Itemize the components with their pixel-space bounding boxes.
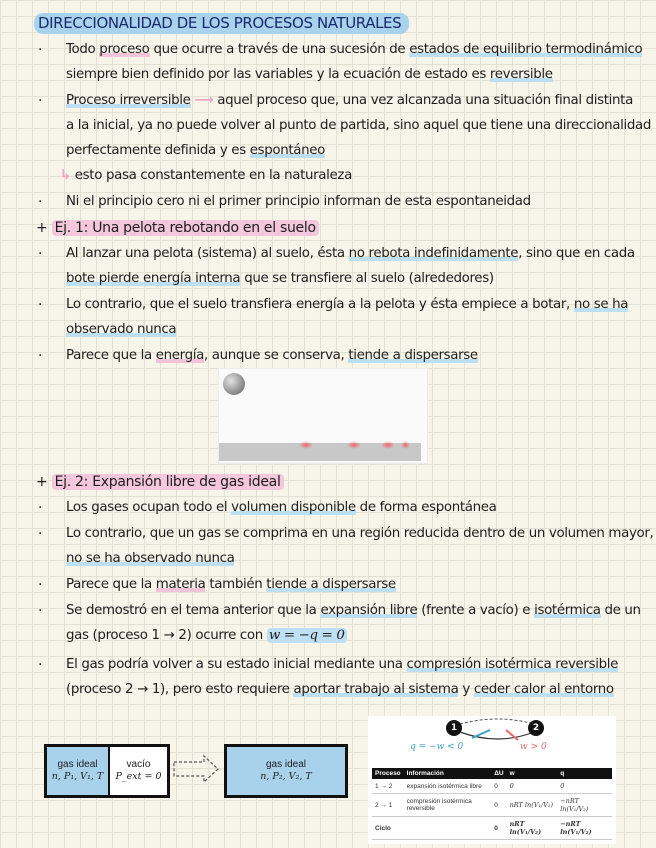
bounce-mark — [299, 441, 313, 449]
ex2-b3: Parece que la materia también tiende a dispersarse — [66, 577, 396, 592]
ex2-b4-line2: gas (proceso 1 → 2) ocurre con w = −q = 0 — [66, 628, 345, 643]
ex1-b2-line2: observado nunca — [66, 322, 177, 337]
gas-before-box — [44, 744, 170, 798]
intro-b2-line3: perfectamente definida y es espontáneo — [66, 143, 326, 158]
col-header: Información — [404, 768, 492, 779]
bullet-dot: · — [38, 93, 43, 109]
intro-b3: Ni el principio cero ni el primer principio informan de esta espontaneidad — [66, 194, 531, 209]
vacuum-region: vacío P_ext = 0 — [115, 759, 162, 782]
table-row: 1 → 2 expansión isotérmica libre 0 0 0 — [372, 779, 612, 794]
bouncing-ball-illustration — [218, 368, 428, 464]
bounce-mark — [381, 441, 395, 449]
ex1-b1-line1: Al lanzar una pelota (sistema) al suelo, ésta no rebota indefinidamente, sino que en cada — [66, 246, 635, 261]
bullet-dot: · — [38, 500, 43, 516]
intro-b1-line1: Todo proceso que ocurre a través de una sucesión de estados de equilibrio termodinámico — [66, 42, 643, 57]
arrow-out-icon — [472, 730, 490, 738]
table-row: Ciclo 0 nRT ln(V₁/V₂) −nRT ln(V₁/V₂) — [372, 817, 612, 840]
gas-region: gas ideal n, P₁, V₁, T — [47, 747, 110, 795]
bullet-dot: · — [38, 657, 43, 673]
col-header: Proceso — [372, 768, 404, 779]
ex2-heading: + Ej. 2: Expansión libre de gas ideal — [36, 470, 284, 494]
ex1-b3: Parece que la energía, aunque se conserva, tiende a dispersarse — [66, 348, 478, 363]
bullet-dot: · — [38, 297, 43, 313]
ball-icon — [223, 373, 245, 395]
state-1-node: 1 — [446, 720, 462, 736]
bullet-dot: · — [38, 603, 43, 619]
cycle-left-label: q = −w < 0 — [410, 742, 464, 752]
process-table-panel — [368, 716, 616, 844]
bullet-dot: · — [38, 526, 43, 542]
bullet-dot: · — [38, 194, 43, 210]
bullet-dot: · — [38, 577, 43, 593]
bullet-dot: · — [38, 246, 43, 262]
intro-b1-line2: siempre bien definido por las variables y la ecuación de estado es reversible — [66, 67, 553, 82]
page-title: DIRECCIONALIDAD DE LOS PROCESOS NATURALES — [34, 13, 409, 34]
ex2-b1: Los gases ocupan todo el volumen disponible de forma espontánea — [66, 500, 497, 515]
cycle-right-label: w > 0 — [520, 742, 547, 752]
col-header: q — [557, 768, 612, 779]
intro-b2-line4: ↳ esto pasa constantemente en la naturaleza — [60, 168, 352, 183]
ex2-b4-line1: Se demostró en el tema anterior que la expansión libre (frente a vacío) e isotérmica de un — [66, 603, 641, 618]
ex2-b2-line2: no se ha observado nunca — [66, 551, 235, 566]
return-arrow-icon: ↳ — [60, 168, 71, 183]
state-2-node: 2 — [528, 720, 544, 736]
bullet-dot: · — [38, 42, 43, 58]
bounce-mark — [347, 441, 361, 449]
arrow-right-icon: ⟶ — [194, 93, 214, 108]
ex2-b5-line2: (proceso 2 → 1), pero esto requiere aportar trabajo al sistema y ceder calor al entorno — [66, 682, 614, 697]
ex2-b5-line1: El gas podría volver a su estado inicial mediante una compresión isotérmica reversible — [66, 657, 618, 672]
ex1-b2-line1: Lo contrario, que el suelo transfiera energía a la pelota y ésta empiece a botar, no se ha — [66, 297, 629, 312]
table-header-row — [372, 768, 612, 779]
process-arrow-icon — [170, 752, 222, 786]
col-header: w — [507, 768, 558, 779]
ex1-b1-line2: bote pierde energía interna que se transfiere al suelo (alrededores) — [66, 271, 494, 286]
gas-after-box — [224, 744, 348, 798]
intro-b2-line2: a la inicial, ya no puede volver al punto de partida, sino aquel que tiene una direccionalidad — [66, 118, 652, 133]
gas-region-expanded: gas ideal n, P₂, V₂, T — [260, 759, 312, 782]
cycle-diagram — [368, 716, 616, 766]
process-table — [372, 768, 612, 840]
table-row: 2 → 1 compresión isotérmica reversible 0 nRT ln(V₁/V₂) −nRT ln(V₁/V₂) — [372, 794, 612, 817]
bounce-mark — [401, 441, 410, 449]
bullet-dot: · — [38, 348, 43, 364]
ex1-heading: + Ej. 1: Una pelota rebotando en el suelo — [36, 216, 319, 240]
col-header: ΔU — [491, 768, 506, 779]
intro-b2-line1: Proceso irreversible ⟶ aquel proceso que, una vez alcanzada una situación final distinta — [66, 93, 633, 108]
ex2-b2-line1: Lo contrario, que un gas se comprima en una región reducida dentro de un volumen mayor, — [66, 526, 654, 541]
